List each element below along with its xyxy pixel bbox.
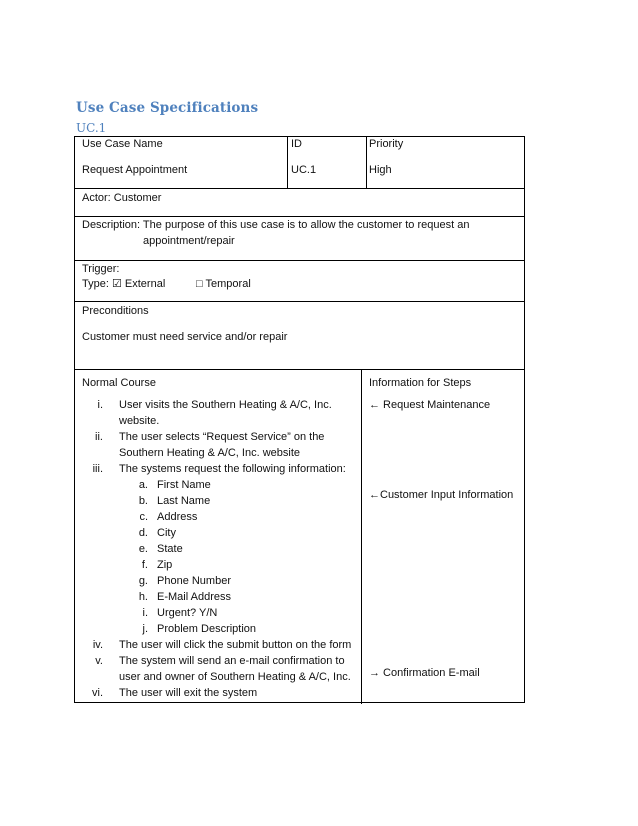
step-number: ii. xyxy=(95,431,103,443)
substep-letter: g. xyxy=(138,575,148,587)
id-value: UC.1 xyxy=(291,164,317,176)
step-text: The system will send an e-mail confirmation to xyxy=(119,655,345,667)
step-number: iv. xyxy=(92,639,103,651)
substep-letter: a. xyxy=(138,479,148,491)
normal-course-label: Normal Course xyxy=(82,377,156,389)
trigger-type-row xyxy=(82,278,165,291)
substep-text: Address xyxy=(157,511,198,523)
info-customer-input: ←Customer Input Information xyxy=(369,489,514,501)
info-request-maintenance: ← Request Maintenance xyxy=(369,399,491,411)
step-text: website. xyxy=(119,415,160,427)
trigger-label: Trigger: xyxy=(82,263,120,275)
row-divider-description xyxy=(75,216,524,217)
type-temporal-label: Temporal xyxy=(205,278,251,290)
substep-letter: i. xyxy=(142,607,148,619)
step-text: user and owner of Southern Heating & A/C, Inc. xyxy=(119,671,351,683)
substep-text: Phone Number xyxy=(157,575,231,587)
substep-text: Problem Description xyxy=(157,623,257,635)
step-text: The systems request the following information: xyxy=(119,463,346,475)
use-case-name-label: Use Case Name xyxy=(82,138,163,150)
use-case-id-heading: UC.1 xyxy=(76,121,107,135)
substep-text: Urgent? Y/N xyxy=(157,607,218,619)
id-label: ID xyxy=(291,138,302,150)
column-divider-priority xyxy=(366,137,367,188)
priority-value: High xyxy=(369,164,392,176)
trigger-temporal-option xyxy=(196,278,251,291)
substep-letter: f. xyxy=(141,559,148,571)
step-text: The user will exit the system xyxy=(119,687,258,699)
use-case-name-value: Request Appointment xyxy=(82,164,188,176)
substep-text: State xyxy=(157,543,183,555)
substep-letter: e. xyxy=(138,543,148,555)
preconditions-value: Customer must need service and/or repair xyxy=(82,331,288,343)
info-confirmation-email: → Confirmation E-mail xyxy=(369,667,480,679)
step-text: The user will click the submit button on the form xyxy=(119,639,352,651)
row-divider-trigger xyxy=(75,260,524,261)
substep-letter: c. xyxy=(139,511,148,523)
priority-label: Priority xyxy=(369,138,404,150)
step-number: i. xyxy=(97,399,103,411)
substep-letter: d. xyxy=(138,527,148,539)
description-line-1: Description: The purpose of this use case is to allow the customer to request an xyxy=(82,219,470,231)
row-divider-normal-course xyxy=(75,369,524,370)
unchecked-checkbox-icon: □ xyxy=(196,278,203,290)
step-number: v. xyxy=(95,655,103,667)
use-case-spec-table xyxy=(74,136,525,703)
row-divider-preconditions xyxy=(75,301,524,302)
substep-letter: j. xyxy=(142,623,148,635)
row-divider-actor xyxy=(75,188,524,189)
column-divider-id xyxy=(287,137,288,188)
description-line-2: appointment/repair xyxy=(143,235,235,247)
substep-text: E-Mail Address xyxy=(157,591,231,603)
type-external-label: External xyxy=(124,278,166,290)
substep-text: Zip xyxy=(157,559,173,571)
page-title: Use Case Specifications xyxy=(76,100,259,116)
substep-text: First Name xyxy=(157,479,211,491)
actor-field: Actor: Customer xyxy=(82,192,162,204)
preconditions-label: Preconditions xyxy=(82,305,149,317)
type-label: Type: xyxy=(82,278,109,290)
step-text: Southern Heating & A/C, Inc. website xyxy=(119,447,300,459)
step-text: The user selects “Request Service” on the xyxy=(119,431,325,443)
checked-checkbox-icon: ☑ xyxy=(111,278,122,290)
substep-text: Last Name xyxy=(157,495,211,507)
information-for-steps-label: Information for Steps xyxy=(369,377,472,389)
substep-text: City xyxy=(157,527,176,539)
column-divider-info xyxy=(361,369,362,704)
step-number: iii. xyxy=(92,463,103,475)
substep-letter: h. xyxy=(138,591,148,603)
substep-letter: b. xyxy=(138,495,148,507)
step-number: vi. xyxy=(92,687,103,699)
step-text: User visits the Southern Heating & A/C, Inc. xyxy=(119,399,332,411)
